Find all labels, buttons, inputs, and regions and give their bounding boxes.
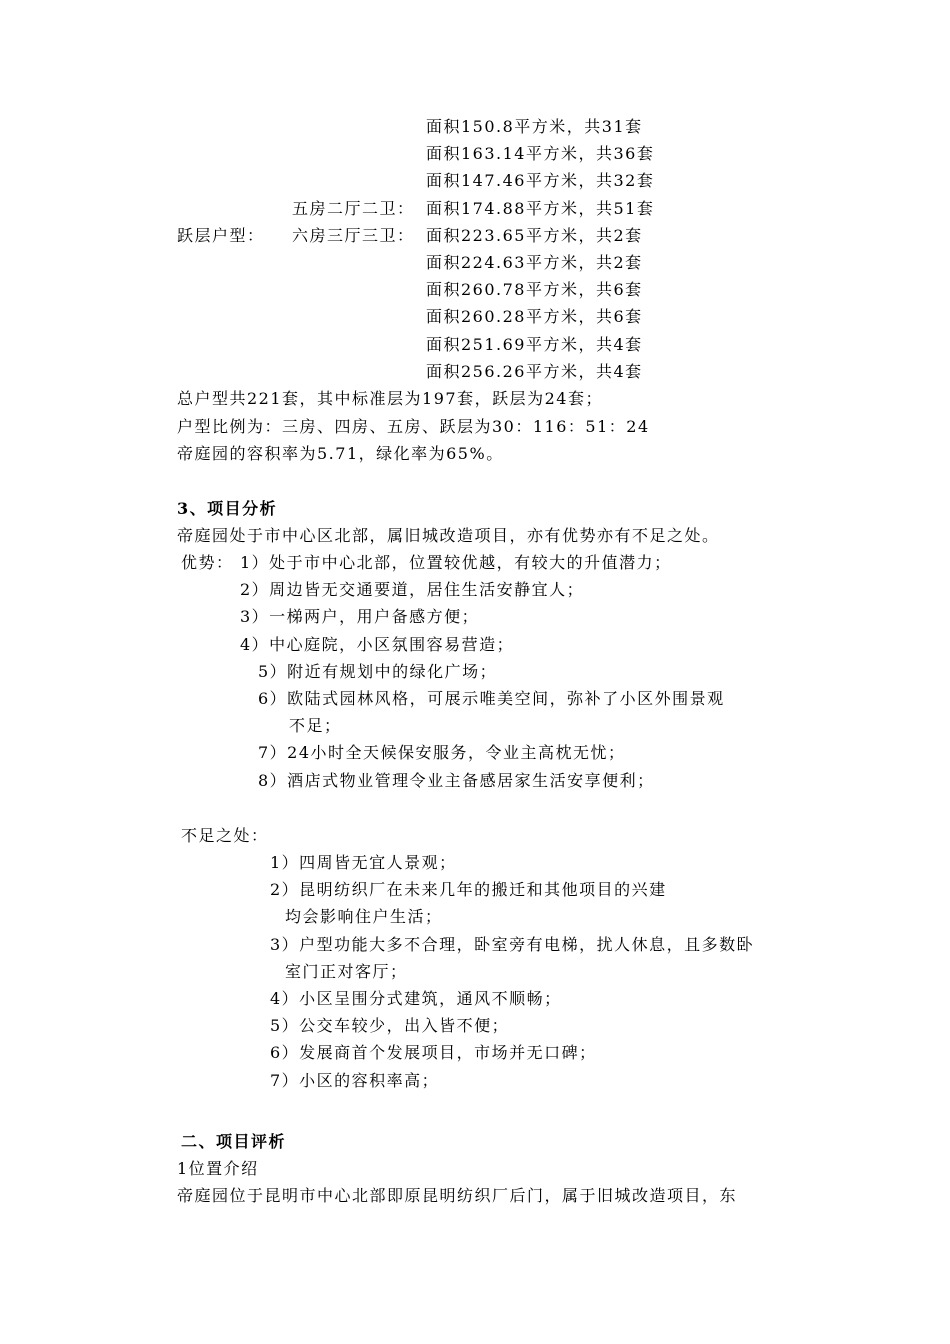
advantage-item: 5）附近有规划中的绿化广场； <box>258 662 498 681</box>
advantage-item-continuation: 不足； <box>289 716 342 735</box>
summary-line: 户型比例为：三房、四房、五房、跃层为30：116：51：24 <box>177 417 650 436</box>
disadvantage-item-continuation: 室门正对客厅； <box>285 962 408 981</box>
disadvantage-item: 4）小区呈围分式建筑，通风不顺畅； <box>270 989 562 1008</box>
area-line: 面积147.46平方米，共32套 <box>426 171 655 190</box>
area-line: 面积251.69平方米，共4套 <box>426 335 643 354</box>
advantages-label: 优势： <box>181 553 234 572</box>
advantage-item: 3）一梯两户，用户备感方便； <box>240 607 480 626</box>
advantage-item: 1）处于市中心北部，位置较优越，有较大的升值潜力； <box>240 553 672 572</box>
area-line: 面积260.28平方米，共6套 <box>426 307 643 326</box>
five-room-label: 五房二厅二卫： <box>292 199 415 218</box>
disadvantage-item: 6）发展商首个发展项目，市场并无口碑； <box>270 1043 597 1062</box>
six-room-label: 六房三厅三卫： <box>292 226 415 245</box>
disadvantage-item-continuation: 均会影响住户生活； <box>285 907 443 926</box>
disadvantages-label: 不足之处： <box>181 826 269 845</box>
advantage-item: 2）周边皆无交通要道，居住生活安静宜人； <box>240 580 585 599</box>
advantage-item: 7）24小时全天候保安服务，令业主高枕无忧； <box>258 743 626 762</box>
summary-line: 总户型共221套，其中标准层为197套，跃层为24套； <box>177 389 603 408</box>
subsection-heading: 1位置介绍 <box>177 1159 259 1178</box>
area-line: 面积163.14平方米，共36套 <box>426 144 655 163</box>
area-line: 面积223.65平方米，共2套 <box>426 226 643 245</box>
disadvantage-item: 2）昆明纺织厂在未来几年的搬迁和其他项目的兴建 <box>270 880 667 899</box>
section-intro: 帝庭园处于市中心区北部，属旧城改造项目，亦有优势亦有不足之处。 <box>177 526 720 545</box>
advantage-item: 8）酒店式物业管理令业主备感居家生活安享便利； <box>258 771 655 790</box>
section-heading: 二、项目评析 <box>181 1132 287 1151</box>
disadvantage-item: 1）四周皆无宜人景观； <box>270 853 457 872</box>
section-heading: 3、项目分析 <box>177 499 278 518</box>
duplex-label: 跃层户型： <box>177 226 265 245</box>
disadvantage-item: 3）户型功能大多不合理，卧室旁有电梯，扰人休息，且多数卧 <box>270 935 755 954</box>
disadvantage-item: 5）公交车较少，出入皆不便； <box>270 1016 510 1035</box>
area-line: 面积150.8平方米，共31套 <box>426 117 643 136</box>
summary-line: 帝庭园的容积率为5.71，绿化率为65%。 <box>177 444 504 463</box>
area-line: 面积260.78平方米，共6套 <box>426 280 643 299</box>
area-line: 面积174.88平方米，共51套 <box>426 199 655 218</box>
disadvantage-item: 7）小区的容积率高； <box>270 1071 440 1090</box>
advantage-item: 4）中心庭院，小区氛围容易营造； <box>240 635 515 654</box>
area-line: 面积224.63平方米，共2套 <box>426 253 643 272</box>
advantage-item: 6）欧陆式园林风格，可展示唯美空间，弥补了小区外围景观 <box>258 689 725 708</box>
area-line: 面积256.26平方米，共4套 <box>426 362 643 381</box>
body-text: 帝庭园位于昆明市中心北部即原昆明纺织厂后门，属于旧城改造项目，东 <box>177 1186 738 1205</box>
